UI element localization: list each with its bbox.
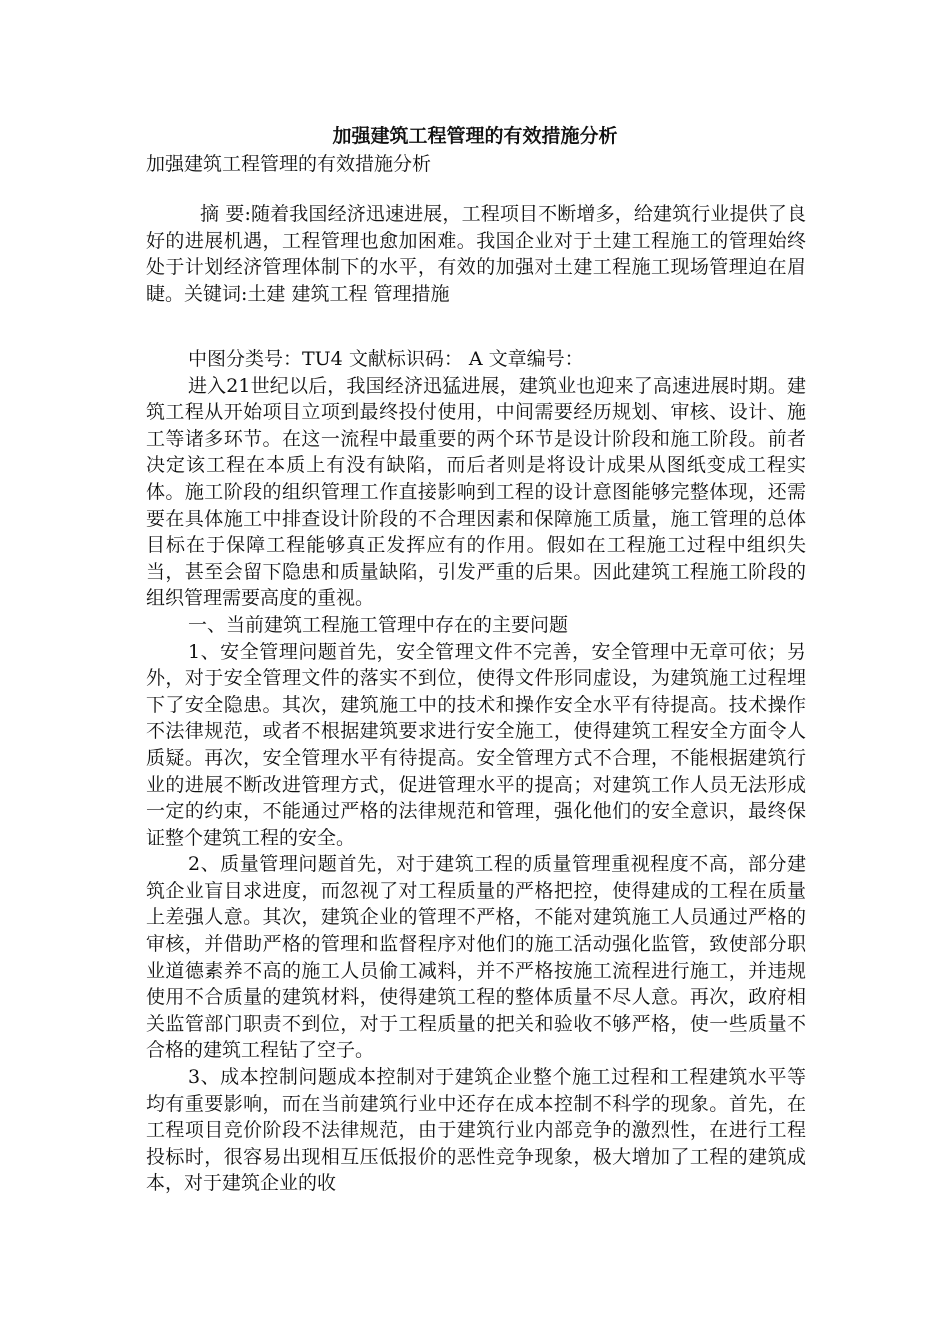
body-paragraph: 进入21世纪以后，我国经济迅猛进展，建筑业也迎来了高速进展时期。建筑工程从开始项目立项到最终投付使用，中间需要经历规划、审核、设计、施工等诸多环节。在这一流程中最重要的两个环节是设计阶段和施工阶段。前者决定该工程在本质上有没有缺陷，而后者则是将设计成果从图纸变成工程实体。施工阶段的组织管理工作直接影响到工程的设计意图能够完整体现，还需要在具体施工中排查设计阶段的不合理因素和保障施工质量，施工管理的总体目标在于保障工程能够真正发挥应有的作用。假如在工程施工过程中组织失当，甚至会留下隐患和质量缺陷，引发严重的后果。因此建筑工程施工阶段的组织管理需要高度的重视。 (146, 374, 806, 610)
section-heading: 一、当前建筑工程施工管理中存在的主要问题 (188, 613, 569, 636)
body-text (146, 346, 806, 1197)
document-title: 加强建筑工程管理的有效措施分析 (332, 125, 618, 147)
body-paragraph: 3、成本控制问题成本控制对于建筑企业整个施工过程和工程建筑水平等均有重要影响，而在当前建筑行业中还存在成本控制不科学的现象。首先，在工程项目竞价阶段不法律规范，由于建筑行业内部竞争的激烈性，在进行工程投标时，很容易出现相互压低报价的恶性竞争现象，极大增加了工程的建筑成本，对于建筑企业的收 (146, 1066, 806, 1195)
document-subtitle: 加强建筑工程管理的有效措施分析 (146, 153, 432, 175)
body-paragraph: 1、安全管理问题首先，安全管理文件不完善，安全管理中无章可依；另外，对于安全管理文件的落实不到位，使得文件形同虚设，为建筑施工过程埋下了安全隐患。其次，建筑施工中的技术和操作安全水平有待提高。技术操作不法律规范，或者不根据建筑要求进行安全施工，使得建筑工程安全方面令人质疑。再次，安全管理水平有待提高。安全管理方式不合理，不能根据建筑行业的进展不断改进管理方式，促进管理水平的提高；对建筑工作人员无法形成一定的约束，不能通过严格的法律规范和管理，强化他们的安全意识，最终保证整个建筑工程的安全。 (146, 640, 806, 849)
abstract-paragraph: 摘 要:随着我国经济迅速进展，工程项目不断增多，给建筑行业提供了良好的进展机遇，工程管理也愈加困难。我国企业对于土建工程施工的管理始终处于计划经济管理体制下的水平，有效的加强对土建工程施工现场管理迫在眉睫。关键词:土建 建筑工程 管理措施 (146, 203, 806, 305)
classification-line: 中图分类号：TU4 文献标识码： A 文章编号： (188, 348, 584, 370)
body-paragraph: 2、质量管理问题首先，对于建筑工程的质量管理重视程度不高，部分建筑企业盲目求进度，而忽视了对工程质量的严格把控，使得建成的工程在质量上差强人意。其次，建筑企业的管理不严格，不能对建筑施工人员通过严格的审核，并借助严格的管理和监督程序对他们的施工活动强化监管，致使部分职业道德素养不高的施工人员偷工减料，并不严格按施工流程进行施工，并违规使用不合质量的建筑材料，使得建筑工程的整体质量不尽人意。再次，政府相关监管部门职责不到位，对于工程质量的把关和验收不够严格，使一些质量不合格的建筑工程钻了空子。 (146, 853, 806, 1062)
